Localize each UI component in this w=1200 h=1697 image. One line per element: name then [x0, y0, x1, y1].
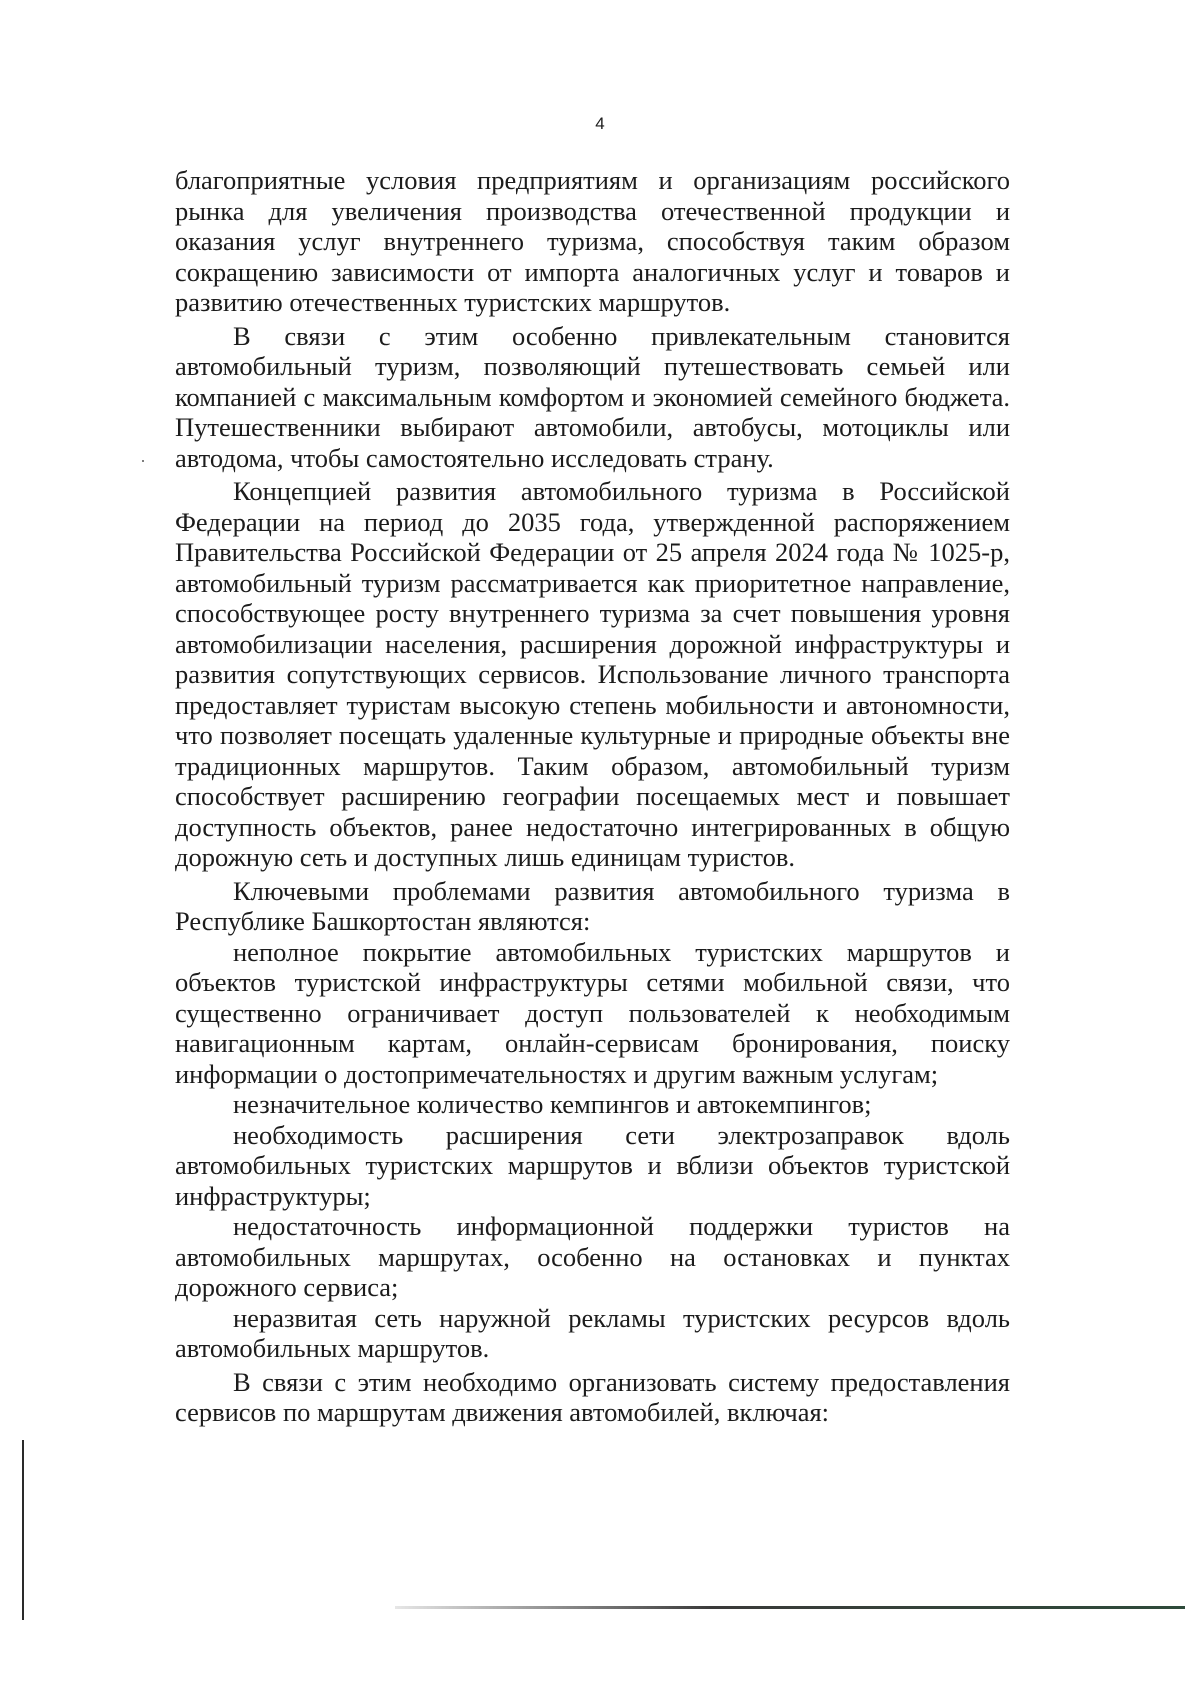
scan-edge-line-left	[22, 1440, 24, 1620]
paragraph-favorable-conditions: благоприятные условия предприятиям и организациям российского рынка для увеличения производства отечественной продукции и оказания услуг внутреннего туризма, способствуя таким образом сокращению зависимости от импорта аналогичных услуг и товаров и развитию отечественных туристских маршрутов.	[175, 165, 1010, 317]
scan-edge-line-bottom	[395, 1606, 1185, 1609]
scan-artifact-dot	[142, 460, 144, 462]
list-item-campings: незначительное количество кемпингов и автокемпингов;	[233, 1089, 872, 1119]
list-item-mobile-coverage: неполное покрытие автомобильных туристских маршрутов и объектов туристской инфраструктуры сетями мобильной связи, что существенно ограничивает доступ пользователей к необходимым навигационным картам, онлайн-сервисам бронирования, поиску информации о достопримечательностях и другим важным услугам;	[175, 936, 1010, 1089]
list-item-info-support: недостаточность информационной поддержки туристов на автомобильных маршрутах, особенно на остановках и пунктах дорожного сервиса;	[175, 1211, 1010, 1302]
page-number: 4	[595, 114, 605, 133]
list-item-outdoor-ads: неразвитая сеть наружной рекламы туристских ресурсов вдоль автомобильных маршрутов.	[175, 1302, 1010, 1363]
list-item-ev-charging: необходимость расширения сети электрозаправок вдоль автомобильных туристских маршрутов и вблизи объектов туристской инфраструктуры;	[175, 1119, 1010, 1211]
paragraph-concept-2035: Концепцией развития автомобильного туризма в Российской Федерации на период до 2035 года, утвержденной распоряжением Правительства Российской Федерации от 25 апреля 2024 года № 1025-р, автомобильный туризм рассматривается как приоритетное направление, способствующее росту внутреннего туризма за счет повышения уровня автомобилизации населения, расширения дорожной инфраструктуры и развития сопутствующих сервисов. Использование личного транспорта предоставляет туристам высокую степень мобильности и автономности, что позволяет посещать удаленные культурные и природные объекты вне традиционных маршрутов. Таким образом, автомобильный туризм способствует расширению географии посещаемых мест и повышает доступность объектов, ранее недостаточно интегрированных в общую дорожную сеть и доступных лишь единицам туристов.	[175, 476, 1010, 872]
paragraph-key-problems-intro: Ключевыми проблемами развития автомобильного туризма в Республике Башкортостан являются:	[175, 875, 1010, 936]
document-body	[175, 165, 1010, 1428]
paragraph-auto-tourism-attractive: В связи с этим особенно привлекательным становится автомобильный туризм, позволяющий путешествовать семьей или компанией с максимальным комфортом и экономией семейного бюджета. Путешественники выбирают автомобили, автобусы, мотоциклы или автодома, чтобы самостоятельно исследовать страну.	[175, 320, 1010, 473]
paragraph-service-system: В связи с этим необходимо организовать систему предоставления сервисов по маршрутам движения автомобилей, включая:	[175, 1366, 1010, 1427]
